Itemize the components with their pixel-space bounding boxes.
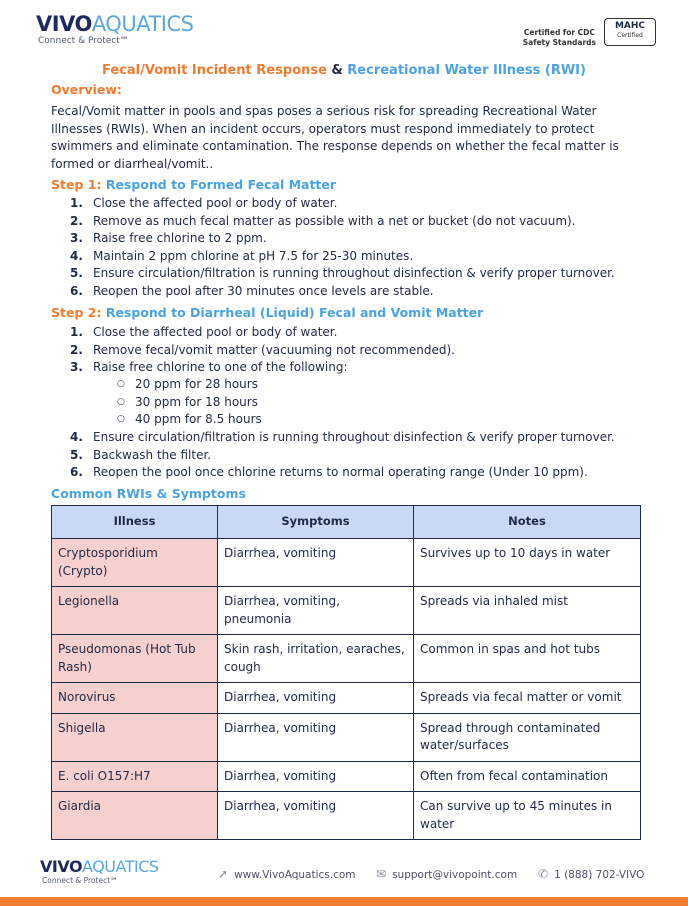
envelope-icon: ✉: [376, 867, 387, 881]
logo-tagline: Connect & Protect℠: [38, 36, 129, 46]
table-row: [52, 792, 641, 840]
table-row: [52, 635, 641, 683]
symptoms-cell: Diarrhea, vomiting: [218, 539, 414, 587]
illness-cell: Pseudomonas (Hot Tub Rash): [52, 635, 218, 683]
step1-title: Respond to Formed Fecal Matter: [105, 177, 337, 192]
step1-prefix: Step 1:: [51, 177, 102, 192]
mahc-badge-sub: Certified: [617, 32, 643, 39]
notes-cell: Spreads via fecal matter or vomit: [414, 683, 641, 714]
overview-paragraph: Fecal/Vomit matter in pools and spas poses a serious risk for spreading Recreational Water Illnesses (RWIs). When an incident occurs, operators must respond immediately to protect swimmers and eliminate contamination. The response depends on whether the fecal matter is formed or diarrheal/vomit..: [51, 104, 619, 171]
table-row: [52, 761, 641, 792]
notes-cell: Survives up to 10 days in water: [414, 539, 641, 587]
paper-plane-icon: ➚: [218, 867, 229, 881]
cert-line-1: Certified for CDC: [523, 28, 595, 37]
symptoms-cell: Diarrhea, vomiting: [218, 683, 414, 714]
table-row: [52, 683, 641, 714]
logo-bold-text: VIVO: [36, 12, 92, 36]
cert-line-2: Safety Standards: [522, 38, 596, 47]
footer-phone[interactable]: [538, 867, 644, 881]
step2-prefix: Step 2:: [51, 305, 102, 320]
illness-cell: Shigella: [52, 713, 218, 761]
cdc-certification: [523, 28, 596, 48]
symptoms-cell: Diarrhea, vomiting, pneumonia: [218, 587, 414, 635]
notes-cell: Common in spas and hot tubs: [414, 635, 641, 683]
illness-cell: Norovirus: [52, 683, 218, 714]
title-part-1: Fecal/Vomit Incident Response: [102, 63, 327, 78]
title-ampersand: &: [331, 63, 343, 78]
footer-email[interactable]: [376, 867, 517, 881]
table-row: [52, 539, 641, 587]
notes-cell: Spread through contaminated water/surfaces: [414, 713, 641, 761]
symptoms-cell: Skin rash, irritation, earaches, cough: [218, 635, 414, 683]
rwi-table-heading-text: Common RWIs & Symptoms: [51, 486, 246, 501]
title-part-2: Recreational Water Illness (RWI): [347, 63, 586, 78]
footer-logo-bold: VIVO: [40, 857, 83, 876]
notes-cell: Can survive up to 45 minutes in water: [414, 792, 641, 840]
vivo-aquatics-logo: [36, 12, 193, 47]
overview-heading: [51, 81, 122, 98]
phone-link[interactable]: 1 (888) 702-VIVO: [554, 869, 645, 881]
step1-heading: [51, 176, 336, 193]
step2-heading: [51, 304, 483, 321]
mahc-badge-title: MAHC: [614, 21, 646, 31]
column-header: Illness: [52, 506, 218, 539]
page-header: [36, 12, 656, 52]
overview-heading-text: Overview:: [51, 82, 122, 97]
illness-cell: Legionella: [52, 587, 218, 635]
rwi-table-heading: [51, 485, 246, 502]
footer-website[interactable]: [218, 867, 356, 881]
symptoms-cell: Diarrhea, vomiting: [218, 761, 414, 792]
rwi-table: [51, 505, 641, 840]
table-row: [52, 713, 641, 761]
illness-cell: E. coli O157:H7: [52, 761, 218, 792]
notes-cell: Spreads via inhaled mist: [414, 587, 641, 635]
page-footer: [0, 855, 688, 895]
logo-light-text: AQUATICS: [91, 12, 194, 36]
notes-cell: Often from fecal contamination: [414, 761, 641, 792]
footer-logo: [40, 858, 159, 885]
mahc-badge: [604, 18, 656, 46]
website-link[interactable]: www.VivoAquatics.com: [234, 869, 356, 881]
symptoms-cell: Diarrhea, vomiting: [218, 792, 414, 840]
phone-icon: ✆: [538, 867, 549, 881]
table-row: [52, 587, 641, 635]
footer-accent-bar: [0, 897, 688, 906]
column-header: Symptoms: [218, 506, 414, 539]
step2-title: Respond to Diarrheal (Liquid) Fecal and Vomit Matter: [105, 305, 484, 320]
email-link[interactable]: support@vivopoint.com: [392, 869, 518, 881]
illness-cell: Cryptosporidium (Crypto): [52, 539, 218, 587]
symptoms-cell: Diarrhea, vomiting: [218, 713, 414, 761]
illness-cell: Giardia: [52, 792, 218, 840]
column-header: Notes: [414, 506, 641, 539]
footer-tagline: Connect & Protect℠: [42, 876, 118, 885]
page-title: [0, 62, 688, 80]
footer-logo-light: AQUATICS: [82, 857, 159, 876]
table-header-row: [52, 506, 641, 539]
